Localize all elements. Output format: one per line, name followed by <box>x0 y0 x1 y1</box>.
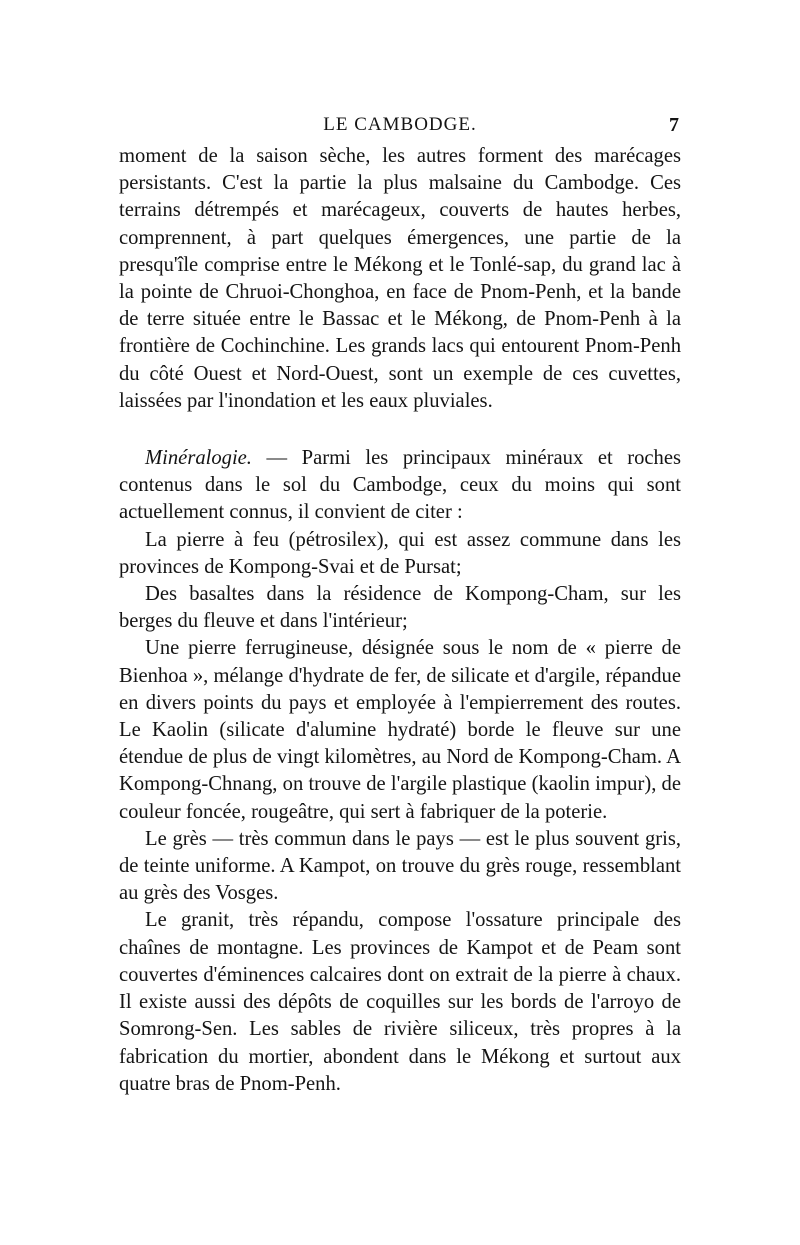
running-title: LE CAMBODGE. <box>323 114 477 135</box>
section-heading: Minéralogie. <box>145 447 252 470</box>
mineral-paragraph-basaltes: Des basaltes dans la résidence de Kompong-Cham, sur les berges du fleuve et dans l'intérieur; <box>119 583 681 633</box>
mineral-paragraph-pierre-ferrugineuse: Une pierre ferrugineuse, désignée sous le nom de « pierre de Bienhoa », mélange d'hydrate de fer, de silicate et d'argile, répandue en divers points du pays et employée à l'empierrement des routes. Le Kaolin (silicate d'alumine hydraté) borde le fleuve sur une étendue de plus de vingt kilomètres, au Nord de Kompong-Cham. A Kompong-Chnang, on trouve de l'argile plastique (kaolin impur), de couleur foncée, rougeâtre, qui sert à fabriquer de la poterie. <box>119 637 681 823</box>
running-header <box>119 114 681 142</box>
mineral-paragraph-granit: Le granit, très répandu, compose l'ossature principale des chaînes de montagne. Les provinces de Kampot et de Peam sont couvertes d'éminences calcaires dont on extrait de la pierre à chaux. Il existe aussi des dépôts de coquilles sur les bords de l'arroyo de Somrong-Sen. Les sables de rivière siliceux, très propres à la fabrication du mortier, abondent dans le Mékong et surtout aux quatre bras de Pnom-Penh. <box>119 909 681 1095</box>
paragraph-continuation: moment de la saison sèche, les autres forment des marécages persistants. C'est la partie la plus malsaine du Cambodge. Ces terrains détrempés et marécageux, couverts de hautes herbes, comprennent, à part quelques émergences, une partie de la presqu'île comprise entre le Mékong et le Tonlé-sap, du grand lac à la pointe de Chruoi-Chonghoa, en face de Pnom-Penh, et la bande de terre située entre le Bassac et le Mékong, de Pnom-Penh à la frontière de Cochinchine. Les grands lacs qui entourent Pnom-Penh du côté Ouest et Nord-Ouest, sont un exemple de ces cuvettes, laissées par l'inondation et les eaux pluviales. <box>119 145 681 412</box>
mineral-paragraph-gres: Le grès — très commun dans le pays — est le plus souvent gris, de teinte uniforme. A Kampot, on trouve du grès rouge, ressemblant au grès des Vosges. <box>119 827 681 905</box>
section-intro-text: — Parmi les principaux minéraux et roches contenus dans le sol du Cambodge, ceux du moins qui sont actuellement connus, il convient de citer : <box>119 447 681 524</box>
section-intro-paragraph <box>119 445 681 527</box>
body-text <box>119 143 681 1098</box>
page-number: 7 <box>669 114 679 136</box>
mineral-paragraph-pierre-a-feu: La pierre à feu (pétrosilex), qui est assez commune dans les provinces de Kompong-Svai et de Pursat; <box>119 528 681 578</box>
